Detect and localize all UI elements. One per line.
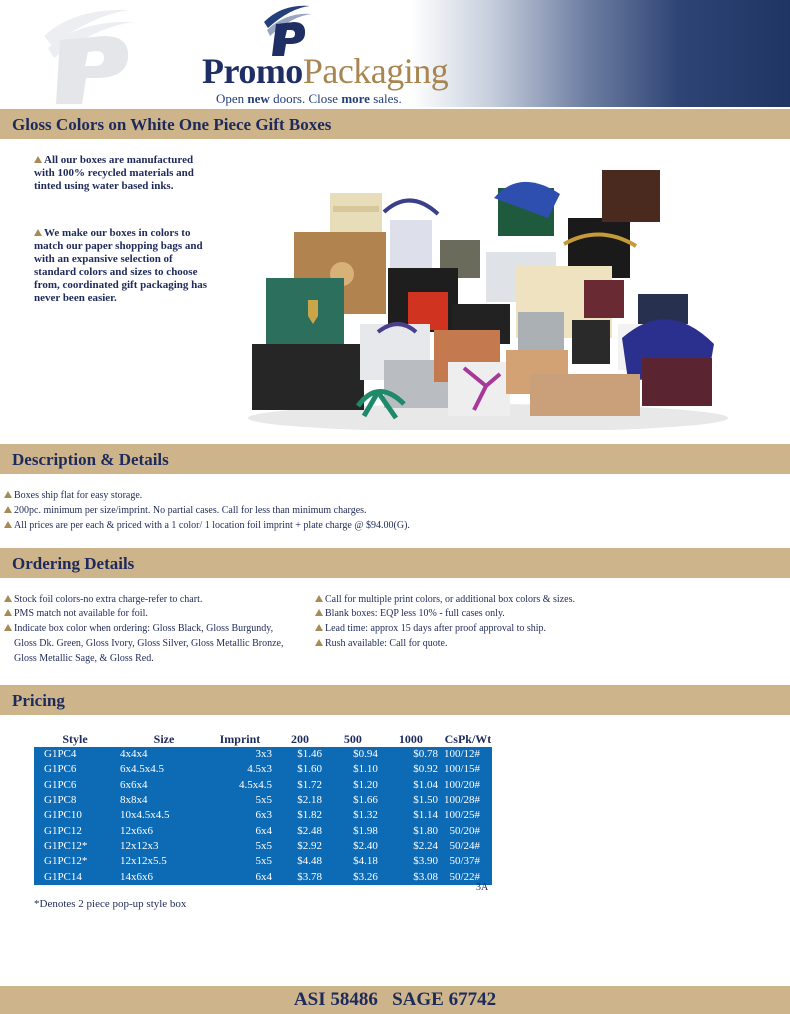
column-header: Style bbox=[62, 732, 88, 746]
ordering-item-continued: Gloss Dk. Green, Gloss Ivory, Gloss Silver, Gloss Metallic Bronze, bbox=[14, 638, 284, 649]
table-cell: G1PC6 bbox=[34, 778, 116, 793]
ordering-item bbox=[315, 638, 447, 650]
tagline-part: doors. Close bbox=[269, 91, 342, 106]
table-cell: $1.46 bbox=[278, 747, 328, 762]
header-banner bbox=[0, 0, 790, 107]
catalog-code: 3A bbox=[476, 882, 489, 893]
description-bar bbox=[0, 442, 790, 474]
intro-text: All our boxes are manufactured with 100% recycled materials and tinted using water based inks. bbox=[34, 154, 194, 192]
table-cell: $1.50 bbox=[384, 793, 444, 808]
table-cell: $0.92 bbox=[384, 762, 444, 777]
triangle-bullet-icon bbox=[4, 491, 12, 498]
table-cell: 10x4.5x4.5 bbox=[116, 808, 208, 823]
table-cell: 3x3 bbox=[208, 747, 278, 762]
table-cell: $1.82 bbox=[278, 808, 328, 823]
table-row bbox=[34, 793, 492, 808]
table-cell: $0.94 bbox=[328, 747, 384, 762]
table-cell: $2.48 bbox=[278, 823, 328, 838]
table-cell: $3.78 bbox=[278, 869, 328, 884]
table-cell: $1.98 bbox=[328, 823, 384, 838]
intro-paragraph bbox=[34, 154, 214, 193]
ordering-text: Lead time: approx 15 days after proof approval to ship. bbox=[325, 623, 547, 634]
pricing-table bbox=[34, 732, 492, 885]
column-header: 500 bbox=[343, 732, 362, 746]
table-cell: 12x12x3 bbox=[116, 839, 208, 854]
table-cell: 6x4.5x4.5 bbox=[116, 762, 208, 777]
table-cell: $3.26 bbox=[328, 869, 384, 884]
description-text: Boxes ship flat for easy storage. bbox=[14, 490, 143, 501]
footer-bar bbox=[0, 984, 790, 1014]
table-cell: 5x5 bbox=[208, 793, 278, 808]
table-row bbox=[34, 808, 492, 823]
table-cell: 4.5x4.5 bbox=[208, 778, 278, 793]
triangle-bullet-icon bbox=[4, 609, 12, 616]
column-header: Size bbox=[153, 732, 175, 746]
triangle-bullet-icon bbox=[315, 624, 323, 631]
ordering-item bbox=[4, 594, 202, 606]
table-cell: G1PC12* bbox=[34, 854, 116, 869]
triangle-bullet-icon bbox=[315, 595, 323, 602]
table-cell: $1.72 bbox=[278, 778, 328, 793]
ordering-item bbox=[315, 623, 546, 635]
table-cell: $2.92 bbox=[278, 839, 328, 854]
triangle-bullet-icon bbox=[4, 595, 12, 602]
column-header: 1000 bbox=[398, 732, 423, 746]
description-title: Description & Details bbox=[12, 450, 169, 469]
table-cell: G1PC12* bbox=[34, 839, 116, 854]
table-cell: $2.18 bbox=[278, 793, 328, 808]
table-cell: 50/37# bbox=[444, 854, 492, 869]
table-cell: $1.80 bbox=[384, 823, 444, 838]
table-cell: G1PC12 bbox=[34, 823, 116, 838]
pricing-bar bbox=[0, 683, 790, 715]
table-cell: 100/25# bbox=[444, 808, 492, 823]
tagline-part: more bbox=[341, 91, 370, 106]
table-cell: G1PC6 bbox=[34, 762, 116, 777]
ordering-title: Ordering Details bbox=[12, 554, 135, 573]
table-cell: 100/15# bbox=[444, 762, 492, 777]
tagline-part: sales. bbox=[369, 91, 402, 106]
table-row bbox=[34, 778, 492, 793]
table-cell: 4.5x3 bbox=[208, 762, 278, 777]
ordering-text: Indicate box color when ordering: Gloss Black, Gloss Burgundy, bbox=[14, 623, 274, 634]
triangle-bullet-icon bbox=[315, 609, 323, 616]
table-cell: 50/20# bbox=[444, 823, 492, 838]
table-cell: 5x5 bbox=[208, 854, 278, 869]
triangle-bullet-icon bbox=[34, 156, 42, 163]
table-cell: 6x3 bbox=[208, 808, 278, 823]
table-cell: $3.08 bbox=[384, 869, 444, 884]
triangle-bullet-icon bbox=[4, 506, 12, 513]
table-cell: $3.90 bbox=[384, 854, 444, 869]
table-row bbox=[34, 854, 492, 869]
table-cell: G1PC10 bbox=[34, 808, 116, 823]
table-cell: 50/22# bbox=[444, 869, 492, 884]
ordering-text: Stock foil colors-no extra charge-refer to chart. bbox=[14, 594, 203, 605]
table-cell: $1.20 bbox=[328, 778, 384, 793]
ordering-bar bbox=[0, 546, 790, 578]
brand-logo-promo: Promo bbox=[202, 51, 303, 91]
ordering-item bbox=[315, 608, 505, 620]
triangle-bullet-icon bbox=[4, 624, 12, 631]
table-cell: 6x4 bbox=[208, 869, 278, 884]
triangle-bullet-icon bbox=[4, 521, 12, 528]
table-row bbox=[34, 839, 492, 854]
table-cell: 100/12# bbox=[444, 747, 492, 762]
table-cell: 14x6x6 bbox=[116, 869, 208, 884]
ordering-text: Rush available: Call for quote. bbox=[325, 638, 448, 649]
ordering-text: Call for multiple print colors, or additional box colors & sizes. bbox=[325, 594, 575, 605]
pricing-footnote: *Denotes 2 piece pop-up style box bbox=[34, 898, 187, 910]
description-text: All prices are per each & priced with a 1 color/ 1 location foil imprint + plate charge @ $94.00(G). bbox=[14, 520, 410, 531]
table-cell: G1PC4 bbox=[34, 747, 116, 762]
ordering-text: PMS match not available for foil. bbox=[14, 608, 148, 619]
supplier-ids: ASI 58486 SAGE 67742 bbox=[293, 989, 497, 1010]
table-cell: 50/24# bbox=[444, 839, 492, 854]
table-header-row bbox=[34, 732, 492, 747]
triangle-bullet-icon bbox=[315, 639, 323, 646]
table-cell: $1.60 bbox=[278, 762, 328, 777]
column-header: 200 bbox=[290, 732, 309, 746]
table-cell: 6x4 bbox=[208, 823, 278, 838]
table-cell: 100/28# bbox=[444, 793, 492, 808]
description-item bbox=[4, 505, 367, 517]
ordering-text: Blank boxes: EQP less 10% - full cases only. bbox=[325, 608, 505, 619]
brand-logo-text bbox=[202, 53, 448, 89]
tagline-part: Open bbox=[216, 91, 248, 106]
table-cell: $4.18 bbox=[328, 854, 384, 869]
table-cell: 4x4x4 bbox=[116, 747, 208, 762]
table-row bbox=[34, 823, 492, 838]
ordering-item-continued: Gloss Metallic Sage, & Gloss Red. bbox=[14, 653, 154, 664]
tagline-part: new bbox=[247, 91, 270, 106]
table-cell: $1.14 bbox=[384, 808, 444, 823]
description-text: 200pc. minimum per size/imprint. No partial cases. Call for less than minimum charges. bbox=[14, 505, 367, 516]
table-cell: $4.48 bbox=[278, 854, 328, 869]
table-cell: G1PC14 bbox=[34, 869, 116, 884]
table-cell: 100/20# bbox=[444, 778, 492, 793]
intro-text: We make our boxes in colors to match our paper shopping bags and with an expansive selection of standard colors and sizes to choose from, coordinated gift packaging has never been easier. bbox=[34, 227, 208, 304]
table-cell: $2.24 bbox=[384, 839, 444, 854]
table-cell: 12x12x5.5 bbox=[116, 854, 208, 869]
watermark-logo-icon bbox=[34, 6, 144, 106]
description-item bbox=[4, 490, 142, 502]
table-row bbox=[34, 747, 492, 762]
intro-paragraph bbox=[34, 227, 214, 305]
triangle-bullet-icon bbox=[34, 229, 42, 236]
brand-tagline bbox=[216, 91, 402, 107]
table-cell: 5x5 bbox=[208, 839, 278, 854]
promo-packaging-logo-icon bbox=[262, 4, 312, 58]
table-cell: 6x6x4 bbox=[116, 778, 208, 793]
table-row bbox=[34, 762, 492, 777]
ordering-item bbox=[315, 594, 575, 606]
table-cell: $2.40 bbox=[328, 839, 384, 854]
column-header: Imprint bbox=[219, 732, 261, 746]
table-cell: G1PC8 bbox=[34, 793, 116, 808]
table-cell: 8x8x4 bbox=[116, 793, 208, 808]
title-bar bbox=[0, 107, 790, 139]
description-item bbox=[4, 520, 410, 532]
page-title: Gloss Colors on White One Piece Gift Boxes bbox=[12, 115, 332, 134]
table-cell: $1.04 bbox=[384, 778, 444, 793]
ordering-item bbox=[4, 623, 273, 635]
table-cell: $1.32 bbox=[328, 808, 384, 823]
brand-logo-packaging: Packaging bbox=[302, 51, 449, 91]
table-cell: $1.10 bbox=[328, 762, 384, 777]
table-cell: $0.78 bbox=[384, 747, 444, 762]
ordering-item bbox=[4, 608, 148, 620]
table-cell: $1.66 bbox=[328, 793, 384, 808]
column-header: CsPk/Wt bbox=[444, 732, 492, 746]
table-cell: 12x6x6 bbox=[116, 823, 208, 838]
pricing-title: Pricing bbox=[12, 691, 65, 710]
table-row bbox=[34, 869, 492, 884]
gift-boxes-photo bbox=[238, 148, 730, 430]
